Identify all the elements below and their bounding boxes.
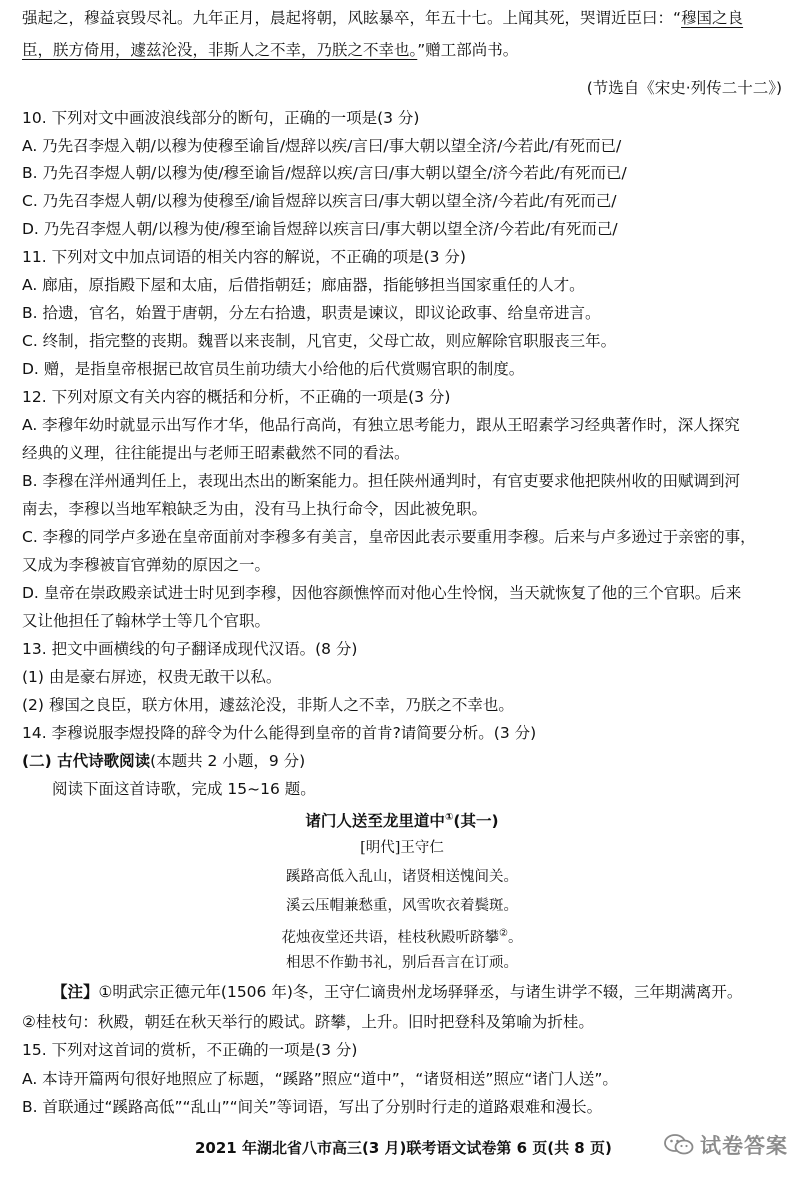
poem-line-3-text: 花烛夜堂还共语，桂枝秋殿听跻攀 <box>281 929 500 946</box>
section-note: (本题共 2 小题，9 分) <box>150 752 306 770</box>
watermark-text: 试卷答案 <box>700 1134 788 1158</box>
question-13-sentence-1: (1) 由是豪右屏迹，权贵无敢干以私。 <box>22 668 282 686</box>
note-1 <box>52 982 742 1002</box>
question-12-option-c-cont: 又成为李穆被盲官弹劾的原因之一。 <box>22 556 271 574</box>
section-instruction: 阅读下面这首诗歌，完成 15~16 题。 <box>52 780 316 798</box>
page-footer: 2021 年湖北省八市高三(3 月)联考语文试卷第 6 页(共 8 页) <box>195 1139 612 1157</box>
passage-line-1 <box>22 8 743 28</box>
question-11-option-b: B. 拾遗，官名，始置于唐朝，分左右拾遗，职责是谏议，即议论政事、给皇帝进言。 <box>22 304 601 322</box>
question-10-stem: 10. 下列对文中画波浪线部分的断句，正确的一项是(3 分) <box>22 109 420 127</box>
footnote-marker: ① <box>444 812 454 823</box>
passage-text: ”赠工部尚书。 <box>417 41 519 59</box>
question-11-option-c: C. 终制，指完整的丧期。魏晋以来丧制，凡官吏，父母亡故，则应解除官职服丧三年。 <box>22 332 617 350</box>
question-15-option-a: A. 本诗开篇两句很好地照应了标题，“蹊路”照应“道中”，“诸贤相送”照应“诸门人送”。 <box>22 1070 618 1088</box>
section-title: (二) 古代诗歌阅读 <box>22 752 151 770</box>
note-1-text: ①明武宗正德元年(1506 年)冬，王守仁谪贵州龙场驿驿丞，与诸生讲学不辍，三年期满离开。 <box>98 983 743 1001</box>
question-10-option-c: C. 乃先召李煜人朝/以穆为使穆至/谕旨煜辞以疾言曰/事大朝以望全济/今若此/有死而己/ <box>22 192 617 210</box>
source-citation: (节选自《宋史·列传二十二》) <box>586 79 782 97</box>
poem-line-1: 蹊路高低入乱山，诸贤相送愧间关。 <box>286 869 518 885</box>
poem-line-4: 相思不作勤书礼，别后吾言在订顽。 <box>286 955 518 971</box>
watermark <box>664 1130 788 1160</box>
question-13-stem: 13. 把文中画横线的句子翻译成现代汉语。(8 分) <box>22 640 358 658</box>
underlined-sentence: 臣，朕方倚用，遽兹沦没，非斯人之不幸，乃朕之不幸也。 <box>22 41 418 59</box>
question-11-option-d: D. 赠，是指皇帝根据已故官员生前功绩大小给他的后代赏赐官职的制度。 <box>22 360 525 378</box>
note-2: ②桂枝句：秋殿，朝廷在秋天举行的殿试。跻攀，上升。旧时把登科及第喻为折桂。 <box>22 1013 594 1031</box>
question-12-option-a-cont: 经典的义理，往往能提出与老师王昭素截然不同的看法。 <box>22 444 410 462</box>
passage-text: 强起之，穆益哀毁尽礼。九年正月，晨起将朝，风眩暴卒，年五十七。上闻其死，哭谓近臣曰：“ <box>22 9 682 27</box>
question-15-option-b: B. 首联通过“蹊路高低”“乱山”“间关”等词语，写出了分别时行走的道路艰难和漫长。 <box>22 1098 603 1116</box>
question-15-stem: 15. 下列对这首词的赏析，不正确的一项是(3 分) <box>22 1041 358 1059</box>
question-10-option-d: D. 乃先召李煜人朝/以穆为使/穆至谕旨煜辞以疾言曰/事大朝以望全济/今若此/有死而己/ <box>22 220 618 238</box>
question-13-sentence-2: (2) 穆国之良臣，联方休用，遽兹沦没，非斯人之不幸，乃朕之不幸也。 <box>22 696 514 714</box>
poem-line-3-punct: 。 <box>507 929 523 946</box>
question-12-option-d-cont: 又让他担任了翰林学士等几个官职。 <box>22 612 271 630</box>
poem-title-suffix: (其一) <box>453 812 499 831</box>
question-12-option-c: C. 李穆的同学卢多逊在皇帝面前对李穆多有美言，皇帝因此表示要重用李穆。后来与卢多逊过于亲密的事， <box>22 528 756 546</box>
footnote-marker: ② <box>499 928 508 939</box>
note-label: 【注】 <box>52 983 99 1001</box>
question-10-option-a: A. 乃先召李煜入朝/以穆为使穆至谕旨/煜辞以疾/言曰/事大朝以望全济/今若此/有死而已/ <box>22 137 622 155</box>
question-12-stem: 12. 下列对原文有关内容的概括和分析，不正确的一项是(3 分) <box>22 388 451 406</box>
poem-line-3 <box>0 924 804 948</box>
question-11-stem: 11. 下列对文中加点词语的相关内容的解说，不正确的项是(3 分) <box>22 248 466 266</box>
question-12-option-b: B. 李穆在洋州通判任上，表现出杰出的断案能力。担任陕州通判时，有官吏要求他把陕州收的田赋调到河 <box>22 472 740 490</box>
question-12-option-b-cont: 南去，李穆以当地军粮缺乏为由，没有马上执行命令，因此被免职。 <box>22 500 488 518</box>
poem-line-2: 溪云压帽兼愁重，风雪吹衣着鬓斑。 <box>286 898 518 914</box>
question-14-stem: 14. 李穆说服李煜投降的辞令为什么能得到皇帝的首肯?请简要分析。(3 分) <box>22 724 537 742</box>
question-12-option-d: D. 皇帝在崇政殿亲试进士时见到李穆，因他容颜憔悴而对他心生怜悯，当天就恢复了他的三个官职。后来 <box>22 584 742 602</box>
poem-author: [明代]王守仁 <box>360 840 444 856</box>
poem-title <box>0 808 804 831</box>
passage-line-2 <box>22 40 518 60</box>
question-11-option-a: A. 廊庙，原指殿下屋和太庙，后借指朝廷；廊庙器，指能够担当国家重任的人才。 <box>22 276 585 294</box>
poem-title-text: 诸门人送至龙里道中 <box>305 812 445 831</box>
underlined-sentence: 穆国之良 <box>681 9 744 27</box>
question-12-option-a: A. 李穆年幼时就显示出写作才华，他品行高尚，有独立思考能力，跟从王昭素学习经典著作时，深人探究 <box>22 416 740 434</box>
section-heading <box>22 751 305 771</box>
wechat-icon <box>664 1134 694 1156</box>
question-10-option-b: B. 乃先召李煜人朝/以穆为使/穆至谕旨/煜辞以疾/言曰/事大朝以望全/济今若此/有死而已/ <box>22 164 627 182</box>
